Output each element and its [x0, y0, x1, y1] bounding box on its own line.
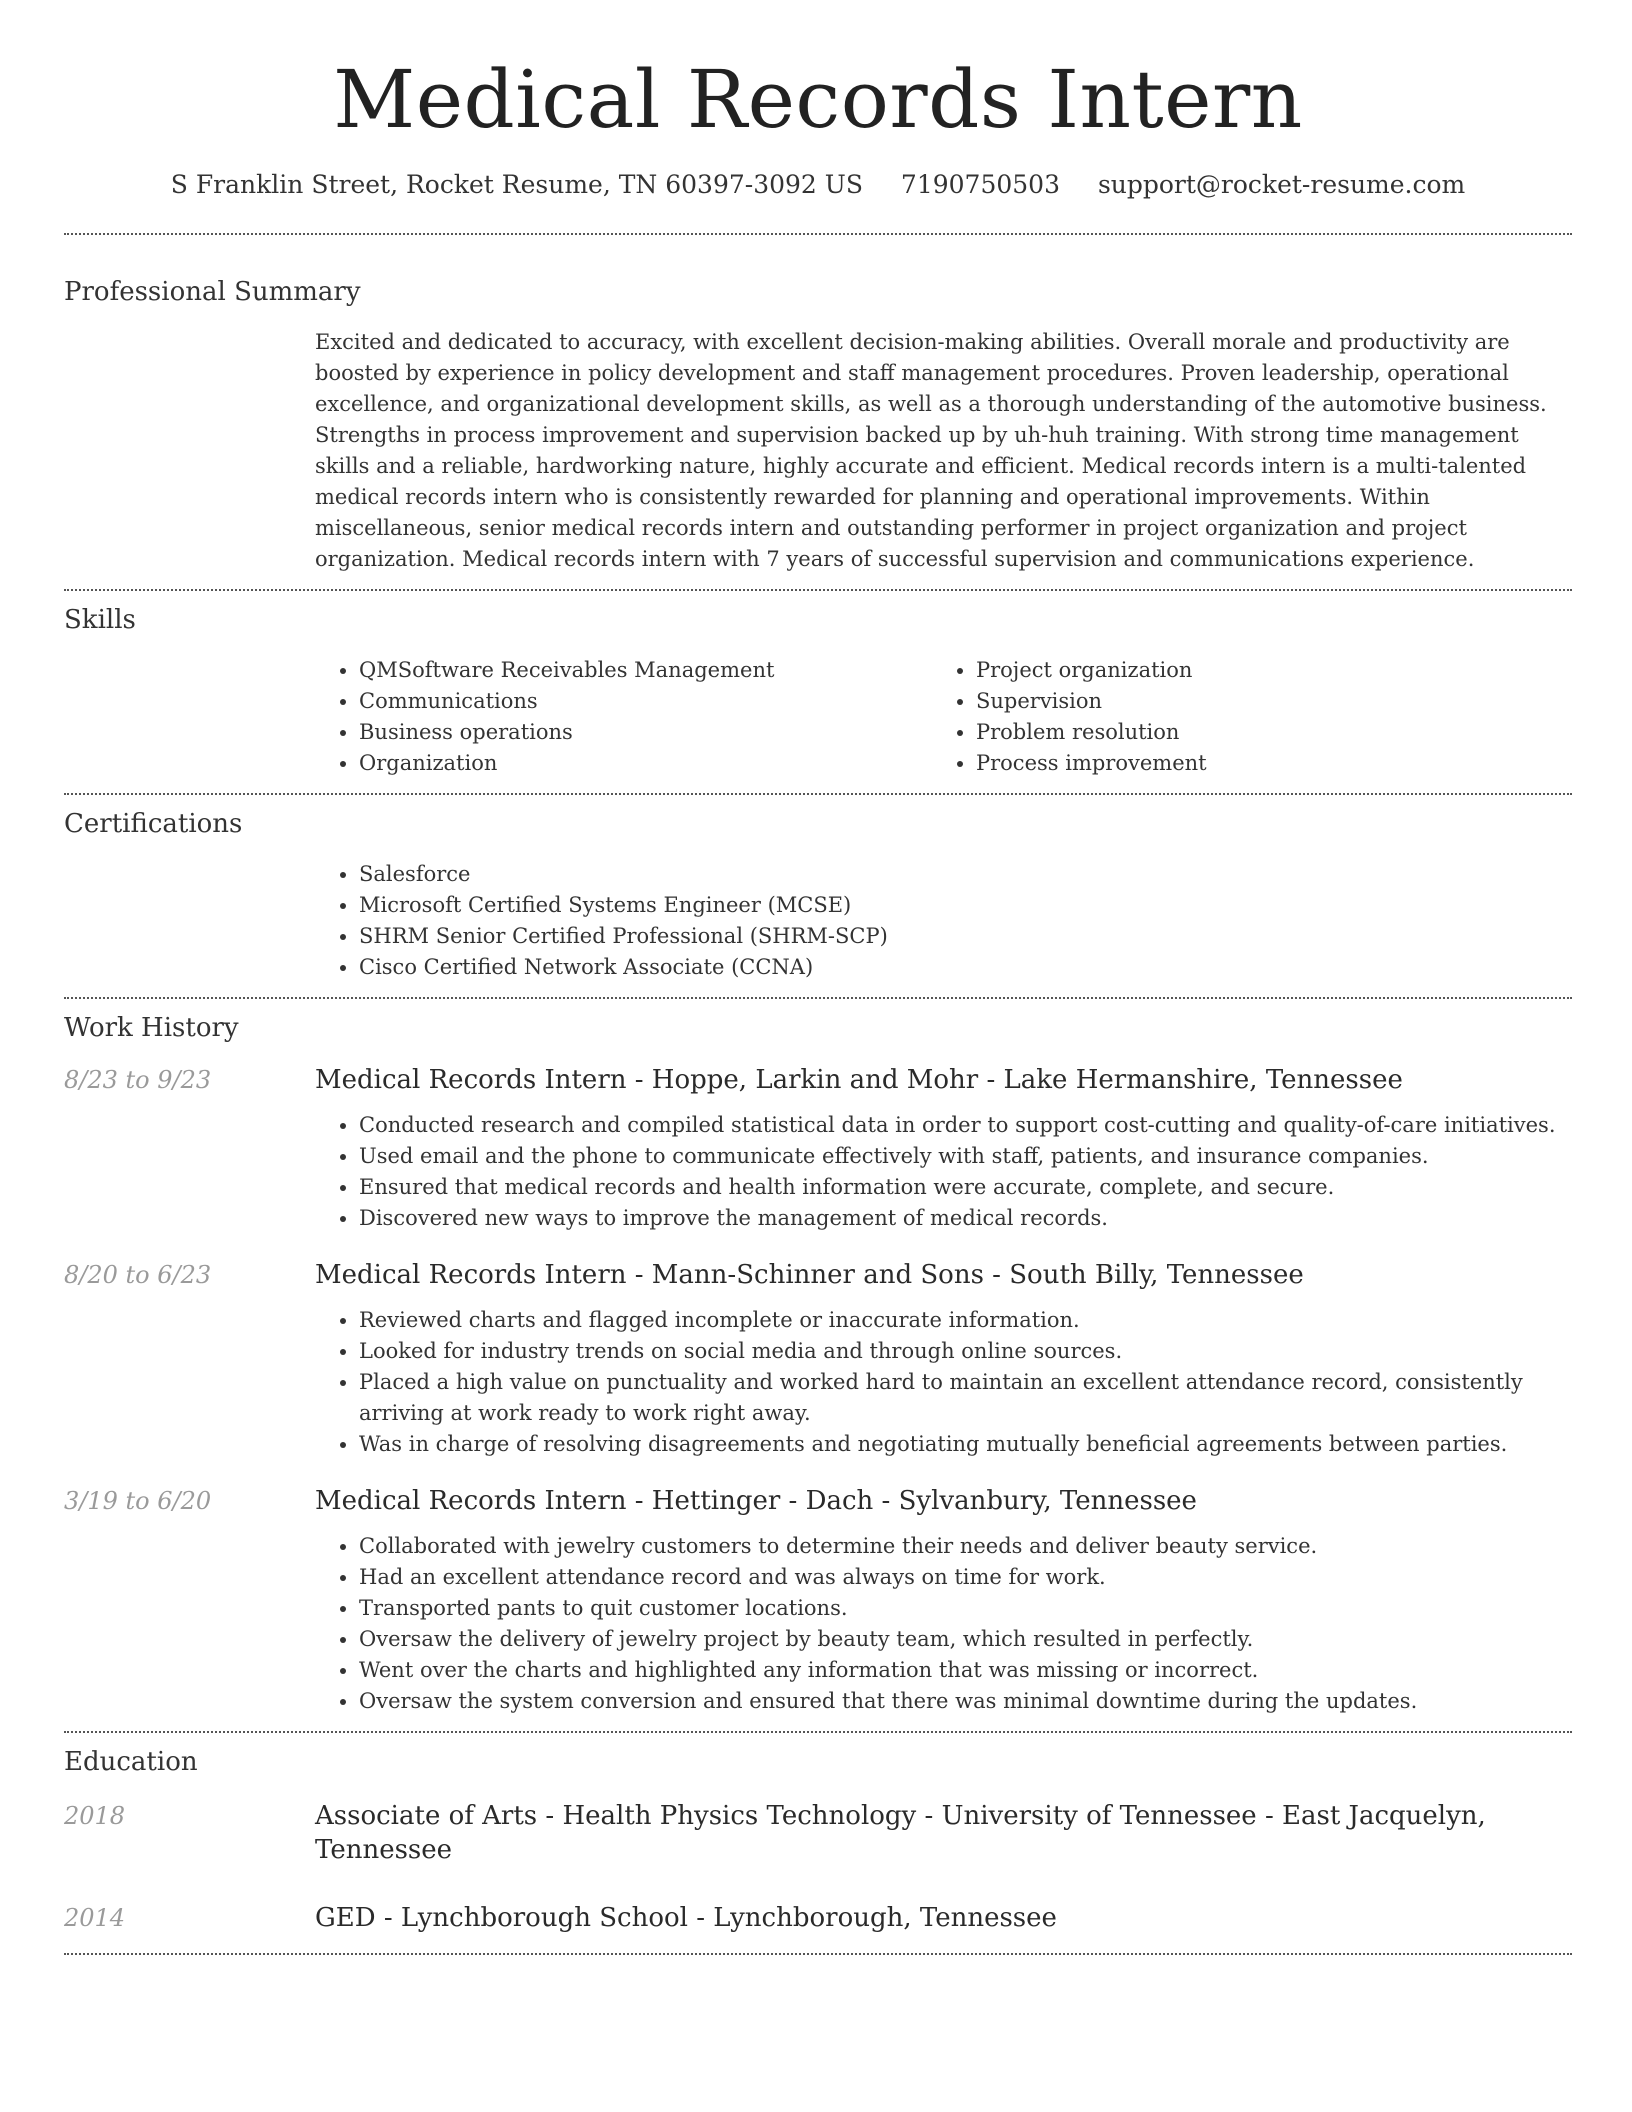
job-bullet: • Discovered new ways to improve the management of medical records. — [359, 1203, 1572, 1234]
section-education — [64, 1745, 1572, 1935]
job-heading: Medical Records Intern - Hettinger - Dach - Sylvanbury, Tennessee — [315, 1486, 1197, 1516]
section-certifications — [64, 807, 1572, 983]
job-dates: 3/19 to 6/20 — [64, 1487, 212, 1515]
skills-list-left — [315, 655, 932, 779]
education-year: 2018 — [64, 1802, 126, 1830]
section-title-skills: Skills — [64, 605, 136, 635]
job-bullet: • Oversaw the system conversion and ensured that there was minimal downtime during the updates. — [359, 1686, 1572, 1717]
contact-phone: 7190750503 — [900, 170, 1060, 199]
job-bullet: • Conducted research and compiled statistical data in order to support cost-cutting and quality-of-care initiatives. — [359, 1110, 1572, 1141]
divider — [64, 589, 1572, 591]
job-dates: 8/23 to 9/23 — [64, 1066, 212, 1094]
job-bullets — [315, 1531, 1572, 1717]
job-bullets — [315, 1110, 1572, 1234]
skill-item: • Project organization — [976, 655, 1616, 686]
education-heading: GED - Lynchborough School - Lynchborough, Tennessee — [315, 1903, 1057, 1933]
job-heading: Medical Records Intern - Mann-Schinner and Sons - South Billy, Tennessee — [315, 1260, 1304, 1290]
resume-name: Medical Records Intern — [333, 53, 1303, 146]
skill-item: • Process improvement — [976, 748, 1616, 779]
education-year: 2014 — [64, 1904, 126, 1932]
section-work-history — [64, 1011, 1572, 1717]
section-title-summary: Professional Summary — [64, 277, 361, 307]
job-bullet: • Ensured that medical records and health information were accurate, complete, and secure. — [359, 1172, 1572, 1203]
job-dates: 8/20 to 6/23 — [64, 1261, 212, 1289]
contact-line — [64, 168, 1572, 202]
contact-address: S Franklin Street, Rocket Resume, TN 60397-3092 US — [170, 170, 863, 199]
certification-item: • Cisco Certified Network Associate (CCNA) — [359, 952, 1572, 983]
job-bullet: • Placed a high value on punctuality and worked hard to maintain an excellent attendance record, consistently arriving at work ready to work right away. — [359, 1367, 1572, 1429]
skill-item: • Problem resolution — [976, 717, 1616, 748]
job-bullet: • Transported pants to quit customer locations. — [359, 1593, 1572, 1624]
contact-email: support@rocket-resume.com — [1097, 170, 1466, 199]
job-bullet: • Oversaw the delivery of jewelry project by beauty team, which resulted in perfectly. — [359, 1624, 1572, 1655]
resume-page — [64, 0, 1572, 1955]
section-title-education: Education — [64, 1747, 198, 1777]
divider — [64, 793, 1572, 795]
certification-item: • Microsoft Certified Systems Engineer (MCSE) — [359, 890, 1572, 921]
certifications-list — [315, 859, 1572, 983]
education-entry — [64, 1799, 1572, 1867]
skill-item: • Communications — [359, 686, 932, 717]
job-bullet: • Went over the charts and highlighted any information that was missing or incorrect. — [359, 1655, 1572, 1686]
job-entry — [64, 1063, 1572, 1234]
job-heading: Medical Records Intern - Hoppe, Larkin and Mohr - Lake Hermanshire, Tennessee — [315, 1065, 1403, 1095]
education-entry — [64, 1901, 1572, 1935]
job-bullet: • Used email and the phone to communicate effectively with staff, patients, and insurance companies. — [359, 1141, 1572, 1172]
job-entry — [64, 1484, 1572, 1717]
section-title-work-history: Work History — [64, 1013, 239, 1043]
job-entry — [64, 1258, 1572, 1460]
job-bullet: • Had an excellent attendance record and was always on time for work. — [359, 1562, 1572, 1593]
certification-item: • SHRM Senior Certified Professional (SHRM-SCP) — [359, 921, 1572, 952]
section-skills — [64, 603, 1572, 779]
job-bullet: • Collaborated with jewelry customers to determine their needs and deliver beauty service. — [359, 1531, 1572, 1562]
job-bullet: • Looked for industry trends on social media and through online sources. — [359, 1336, 1572, 1367]
skill-item: • Supervision — [976, 686, 1616, 717]
skills-list-right — [932, 655, 1616, 779]
summary-text: Excited and dedicated to accuracy, with excellent decision-making abilities. Overall morale and productivity are boosted by experience in policy development and staff management procedures. Proven leadership, operational excellence, and organizational development skills, as well as a thorough understanding of the automotive business. Strengths in process improvement and supervision backed up by uh-huh training. With strong time management skills and a reliable, hardworking nature, highly accurate and efficient. Medical records intern is a multi-talented medical records intern who is consistently rewarded for planning and operational improvements. Within miscellaneous, senior medical records intern and outstanding performer in project organization and project organization. Medical records intern with 7 years of successful supervision and communications experience. — [315, 330, 1547, 571]
skill-item: • Organization — [359, 748, 932, 779]
divider — [64, 997, 1572, 999]
divider — [64, 1953, 1572, 1955]
divider — [64, 233, 1572, 235]
skill-item: • Business operations — [359, 717, 932, 748]
divider — [64, 1731, 1572, 1733]
skill-item: • QMSoftware Receivables Management — [359, 655, 932, 686]
job-bullets — [315, 1305, 1572, 1460]
section-title-certifications: Certifications — [64, 809, 243, 839]
certification-item: • Salesforce — [359, 859, 1572, 890]
education-heading: Associate of Arts - Health Physics Technology - University of Tennessee - East Jacquelyn, Tennessee — [315, 1801, 1486, 1865]
job-bullet: • Reviewed charts and flagged incomplete or inaccurate information. — [359, 1305, 1572, 1336]
job-bullet: • Was in charge of resolving disagreements and negotiating mutually beneficial agreements between parties. — [359, 1429, 1572, 1460]
section-summary — [64, 275, 1572, 575]
